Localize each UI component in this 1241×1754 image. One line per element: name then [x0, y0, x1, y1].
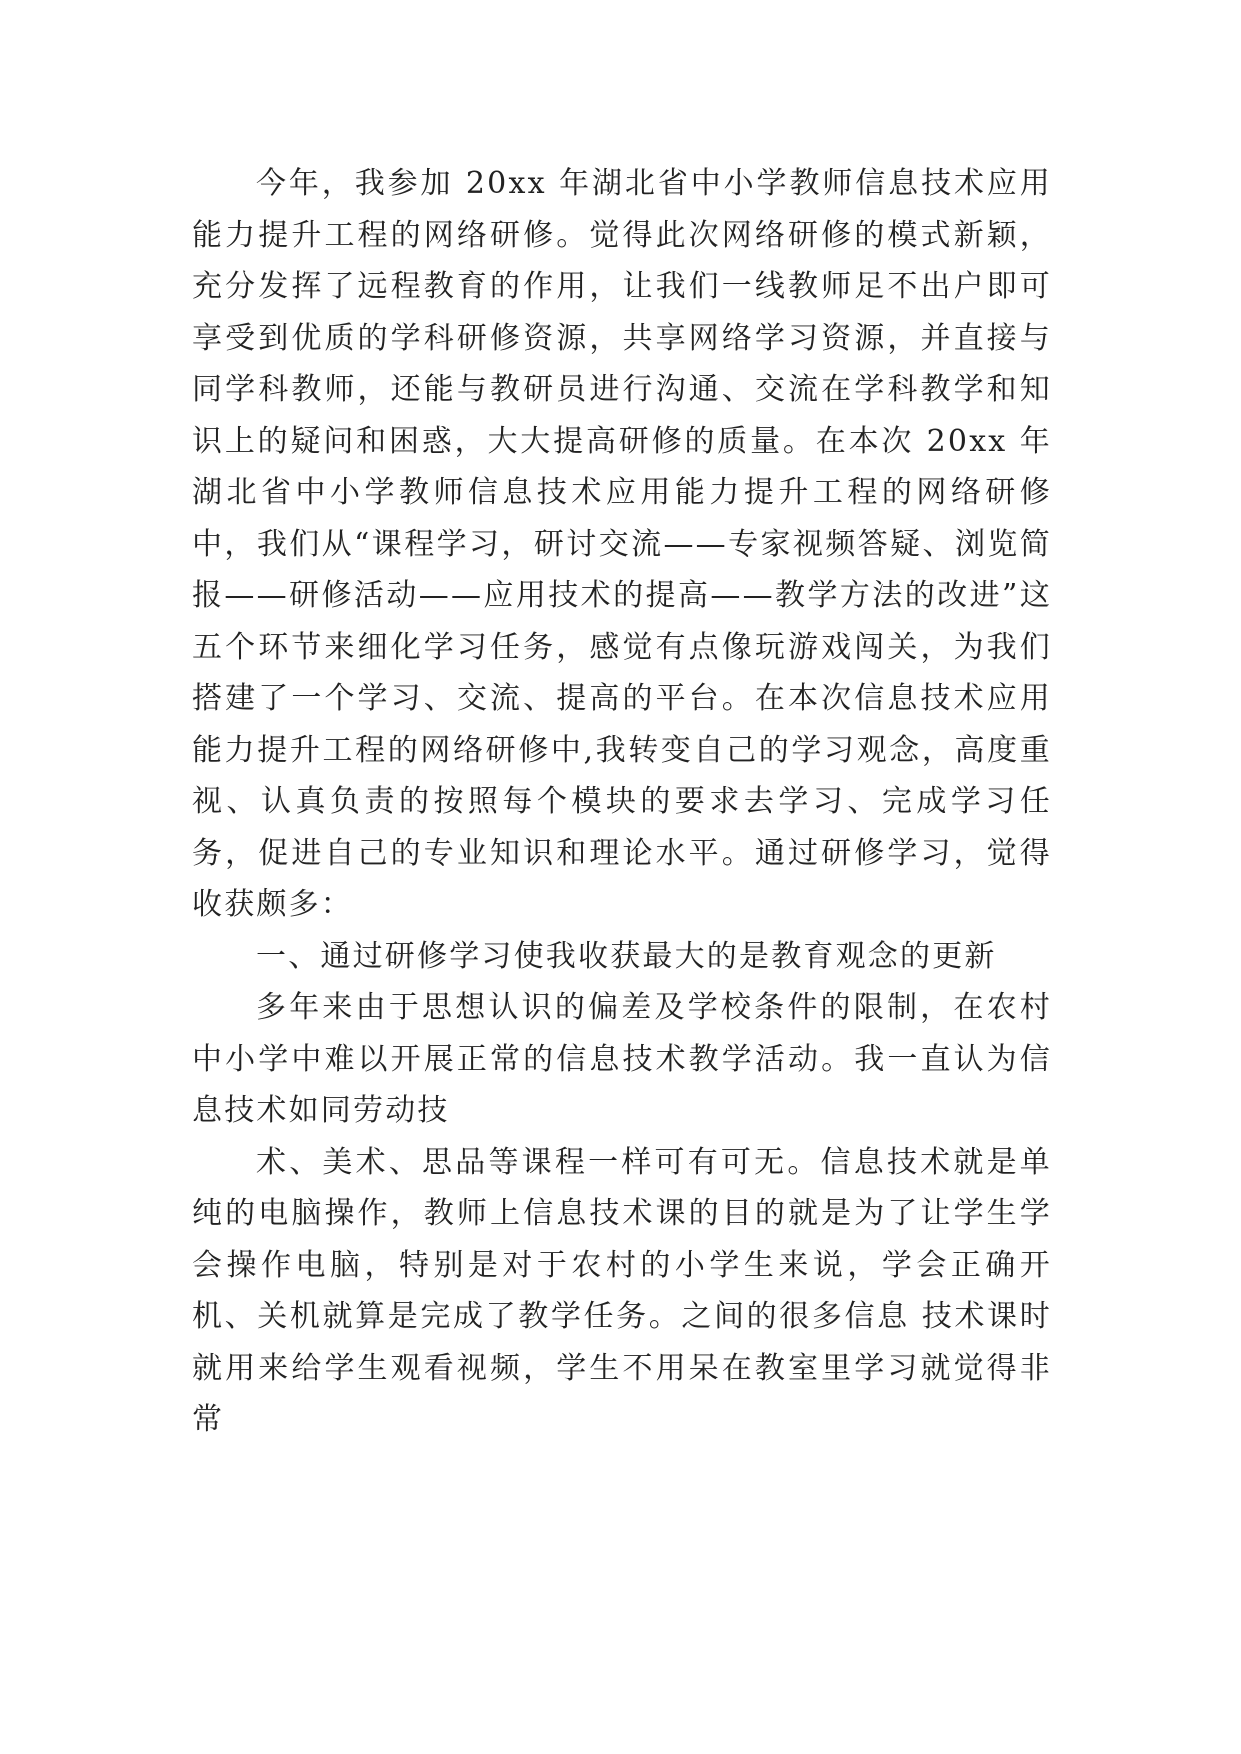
paragraph-intro: 今年，我参加 20xx 年湖北省中小学教师信息技术应用能力提升工程的网络研修。觉得此次网络研修的模式新颖，充分发挥了远程教育的作用，让我们一线教师足不出户即可享受到优质的学科研修资源，共享网络学习资源，并直接与同学科教师，还能与教研员进行沟通、交流在学科教学和知识上的疑问和困惑，大大提高研修的质量。在本次 20xx 年湖北省中小学教师信息技术应用能力提升工程的网络研修中，我们从“课程学习，研讨交流——专家视频答疑、浏览简报——研修活动——应用技术的提高——教学方法的改进”这五个环节来细化学习任务，感觉有点像玩游戏闯关，为我们搭建了一个学习、交流、提高的平台。在本次信息技术应用能力提升工程的网络研修中,我转变自己的学习观念，高度重视、认真负责的按照每个模块的要求去学习、完成学习任务，促进自己的专业知识和理论水平。通过研修学习，觉得收获颇多：: [192, 166, 1052, 922]
document-body: [192, 158, 1052, 1446]
section-heading-1: 一、通过研修学习使我收获最大的是教育观念的更新: [256, 938, 997, 974]
paragraph-section-1a: 多年来由于思想认识的偏差及学校条件的限制，在农村中小学中难以开展正常的信息技术教学活动。我一直认为信息技术如同劳动技: [192, 990, 1052, 1128]
paragraph-section-1b: 术、美术、思品等课程一样可有可无。信息技术就是单纯的电脑操作，教师上信息技术课的目的就是为了让学生学会操作电脑，特别是对于农村的小学生来说，学会正确开机、关机就算是完成了教学任务。之间的很多信息 技术课时就用来给学生观看视频，学生不用呆在教室里学习就觉得非常: [192, 1144, 1052, 1437]
